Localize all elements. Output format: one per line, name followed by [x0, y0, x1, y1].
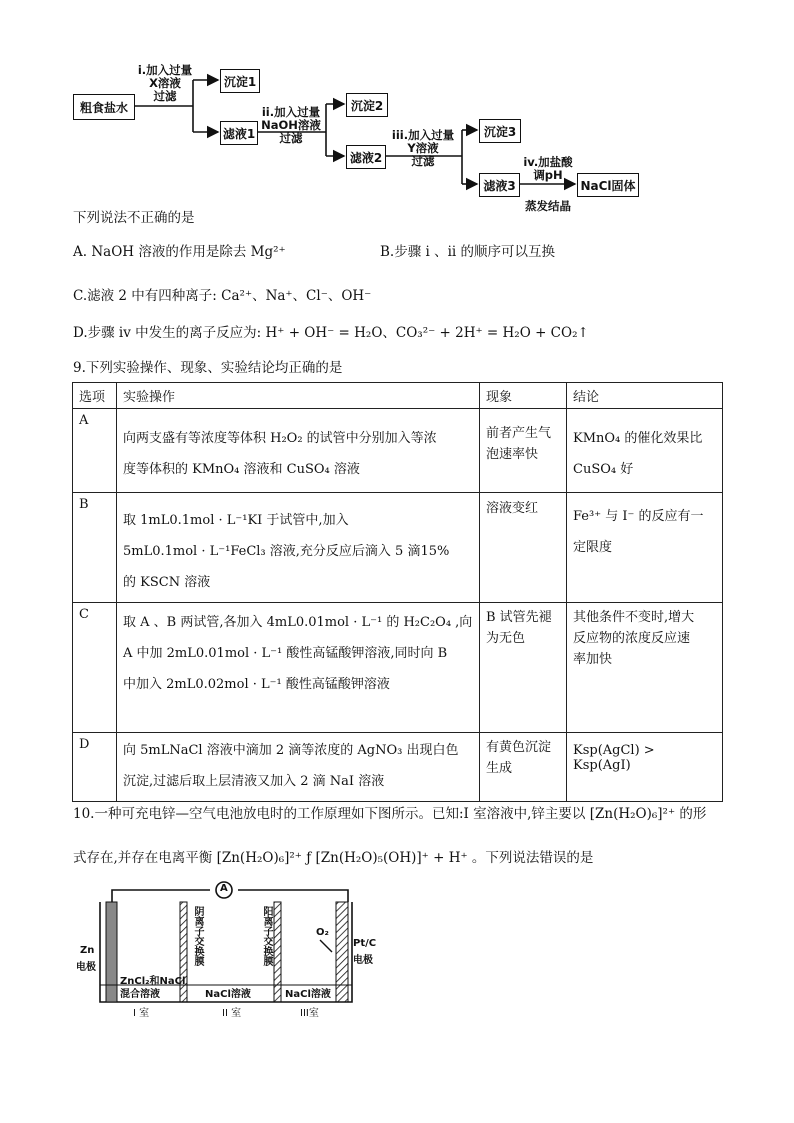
conclusion-line: CuSO₄ 好 [573, 462, 634, 477]
room2-solution: NaCl溶液 [205, 989, 251, 1000]
flow-step1-line3: 过滤 [153, 89, 177, 103]
table-header-cell: 选项 [73, 383, 117, 409]
table-header-row [73, 383, 723, 409]
flow-step1-label [133, 64, 197, 103]
conclusion-line: Ksp(AgCl) > Ksp(AgI) [573, 743, 655, 773]
conclusion-line: 定限度 [573, 540, 613, 555]
conclusion-line: 反应物的浓度反应速 [573, 631, 691, 646]
q10-line1: 10.一种可充电锌—空气电池放电时的工作原理如下图所示。已知:I 室溶液中,锌主要以 [Zn(H₂O)₆]²⁺ 的形 [73, 806, 707, 822]
operation-line: 取 1mL0.1mol · L⁻¹KI 于试管中,加入 [123, 513, 349, 528]
phenomenon-cell [480, 493, 567, 603]
flow-step3-line3: 过滤 [411, 154, 435, 168]
zn-electrode [106, 902, 117, 1002]
flow-step2-line2: NaOH溶液 [261, 118, 321, 132]
flow-step2-label [256, 106, 326, 145]
flow-step4-label [516, 156, 580, 213]
q8-stem: 下列说法不正确的是 [73, 210, 195, 226]
phenomenon-cell [480, 603, 567, 733]
flow-step2-line3: 过滤 [279, 131, 303, 145]
room1-label: I 室 [133, 1008, 150, 1019]
q9-table [72, 382, 723, 802]
room2-label: II 室 [222, 1008, 242, 1019]
flow-start-box [73, 94, 135, 120]
flow-product-box [577, 173, 639, 197]
conclusion-line: 其他条件不变时,增大 [573, 610, 695, 625]
operation-line: 沉淀,过滤后取上层清液又加入 2 滴 NaI 溶液 [123, 774, 385, 789]
o2-arrow [320, 940, 332, 952]
ptc-label: Pt/C [353, 938, 377, 949]
conclusion-line: Fe³⁺ 与 I⁻ 的反应有一 [573, 509, 704, 524]
operation-cell [117, 733, 480, 802]
flow-filt3-label: 滤液3 [483, 178, 516, 193]
operation-cell [117, 493, 480, 603]
option-cell: B [73, 493, 117, 603]
option-cell: C [73, 603, 117, 733]
q10-line2: 式存在,并存在电离平衡 [Zn(H₂O)₆]²⁺ ƒ [Zn(H₂O)₅(OH)]⁺ + H⁺ 。下列说法错误的是 [73, 850, 594, 866]
flow-step3-line2: Y溶液 [407, 141, 439, 155]
flow-filt2-label: 滤液2 [349, 150, 383, 165]
flow-filt1-label: 滤液1 [222, 126, 256, 141]
q8-option-b: B.步骤 i 、ii 的顺序可以互换 [380, 244, 556, 260]
phenomenon-line: 前者产生气 [486, 426, 552, 441]
table-row [73, 409, 723, 493]
operation-line: 向两支盛有等浓度等体积 H₂O₂ 的试管中分别加入等浓 [123, 431, 437, 446]
q8-option-c: C.滤液 2 中有四种离子: Ca²⁺、Na⁺、Cl⁻、OH⁻ [73, 288, 372, 304]
phenomenon-cell [480, 409, 567, 493]
operation-cell [117, 603, 480, 733]
operation-cell [117, 409, 480, 493]
flow-step2-line1: ii.加入过量 [261, 105, 321, 119]
anion-membrane-label: 阴离子交换膜 [192, 906, 203, 966]
flow-ppt1-label: 沉淀1 [223, 74, 257, 89]
flow-filt3-box [479, 173, 520, 197]
flow-step4-line2: 调pH [533, 168, 563, 182]
flow-step1-line2: X溶液 [149, 76, 181, 90]
phenomenon-cell [480, 733, 567, 802]
operation-line: 度等体积的 KMnO₄ 溶液和 CuSO₄ 溶液 [123, 462, 360, 477]
room3-solution: NaCl溶液 [285, 989, 331, 1000]
conclusion-cell [567, 409, 723, 493]
flow-start-label: 粗食盐水 [79, 100, 128, 115]
conclusion-cell [567, 603, 723, 733]
flow-ppt3-label: 沉淀3 [483, 124, 517, 139]
option-cell: D [73, 733, 117, 802]
conclusion-line: 率加快 [573, 652, 613, 667]
q8-option-d: D.步骤 iv 中发生的离子反应为: H⁺ + OH⁻ = H₂O、CO₃²⁻ + 2H⁺ = H₂O + CO₂↑ [73, 325, 589, 341]
flow-product-label: NaCl固体 [580, 178, 636, 193]
table-row [73, 493, 723, 603]
anion-membrane [180, 902, 187, 1002]
flow-ppt1-box [220, 69, 260, 93]
flow-step4-line3: 蒸发结晶 [525, 199, 571, 213]
q9-stem: 9.下列实验操作、现象、实验结论均正确的是 [73, 360, 343, 376]
conclusion-cell [567, 733, 723, 802]
flow-step3-label [386, 129, 460, 168]
operation-line: 取 A 、B 两试管,各加入 4mL0.01mol · L⁻¹ 的 H₂C₂O₄ ,向 [123, 615, 473, 630]
ammeter-label: A [220, 883, 228, 894]
phenomenon-line: 有黄色沉淀 [486, 740, 552, 755]
operation-line: A 中加 2mL0.01mol · L⁻¹ 酸性高锰酸钾溶液,同时向 B [123, 646, 448, 661]
table-header-cell: 结论 [567, 383, 723, 409]
operation-line: 的 KSCN 溶液 [123, 575, 211, 590]
operation-line: 5mL0.1mol · L⁻¹FeCl₃ 溶液,充分反应后滴入 5 滴15% [123, 544, 450, 559]
flow-step4-line1: iv.加盐酸 [523, 155, 573, 169]
table-header-cell: 现象 [480, 383, 567, 409]
q8-option-a: A. NaOH 溶液的作用是除去 Mg²⁺ [73, 244, 286, 260]
table-row [73, 603, 723, 733]
o2-label: O₂ [316, 927, 329, 938]
flow-step1-line1: i.加入过量 [137, 63, 193, 77]
phenomenon-line: 生成 [486, 761, 513, 776]
flow-ppt3-box [479, 119, 521, 143]
conclusion-cell [567, 493, 723, 603]
table-row [73, 733, 723, 802]
cation-membrane-label: 阳离子交换膜 [261, 906, 272, 966]
phenomenon-line: 泡速率快 [486, 447, 539, 462]
operation-line: 中加入 2mL0.02mol · L⁻¹ 酸性高锰酸钾溶液 [123, 677, 390, 692]
flow-ppt2-box [346, 93, 388, 117]
option-cell: A [73, 409, 117, 493]
phenomenon-line: B 试管先褪 [486, 610, 552, 625]
ptc-electrode-label: 电极 [353, 955, 373, 966]
zn-label: Zn [80, 945, 95, 956]
cation-membrane [274, 902, 281, 1002]
flow-filt2-box [346, 145, 386, 169]
zn-electrode-label: 电极 [76, 962, 96, 973]
room1-solution-line2: 混合溶液 [120, 989, 160, 1000]
operation-line: 向 5mLNaCl 溶液中滴加 2 滴等浓度的 AgNO₃ 出现白色 [123, 743, 459, 758]
flow-ppt2-label: 沉淀2 [350, 98, 384, 113]
table-header-cell: 实验操作 [117, 383, 480, 409]
room1-solution-line1: ZnCl₂和NaCl [120, 976, 186, 987]
phenomenon-line: 为无色 [486, 631, 526, 646]
ptc-electrode [336, 902, 348, 1002]
phenomenon-line: 溶液变红 [486, 501, 539, 516]
flow-filt1-box [220, 121, 258, 145]
flow-step3-line1: iii.加入过量 [391, 128, 455, 142]
room3-label: III室 [300, 1008, 319, 1019]
conclusion-line: KMnO₄ 的催化效果比 [573, 431, 703, 446]
